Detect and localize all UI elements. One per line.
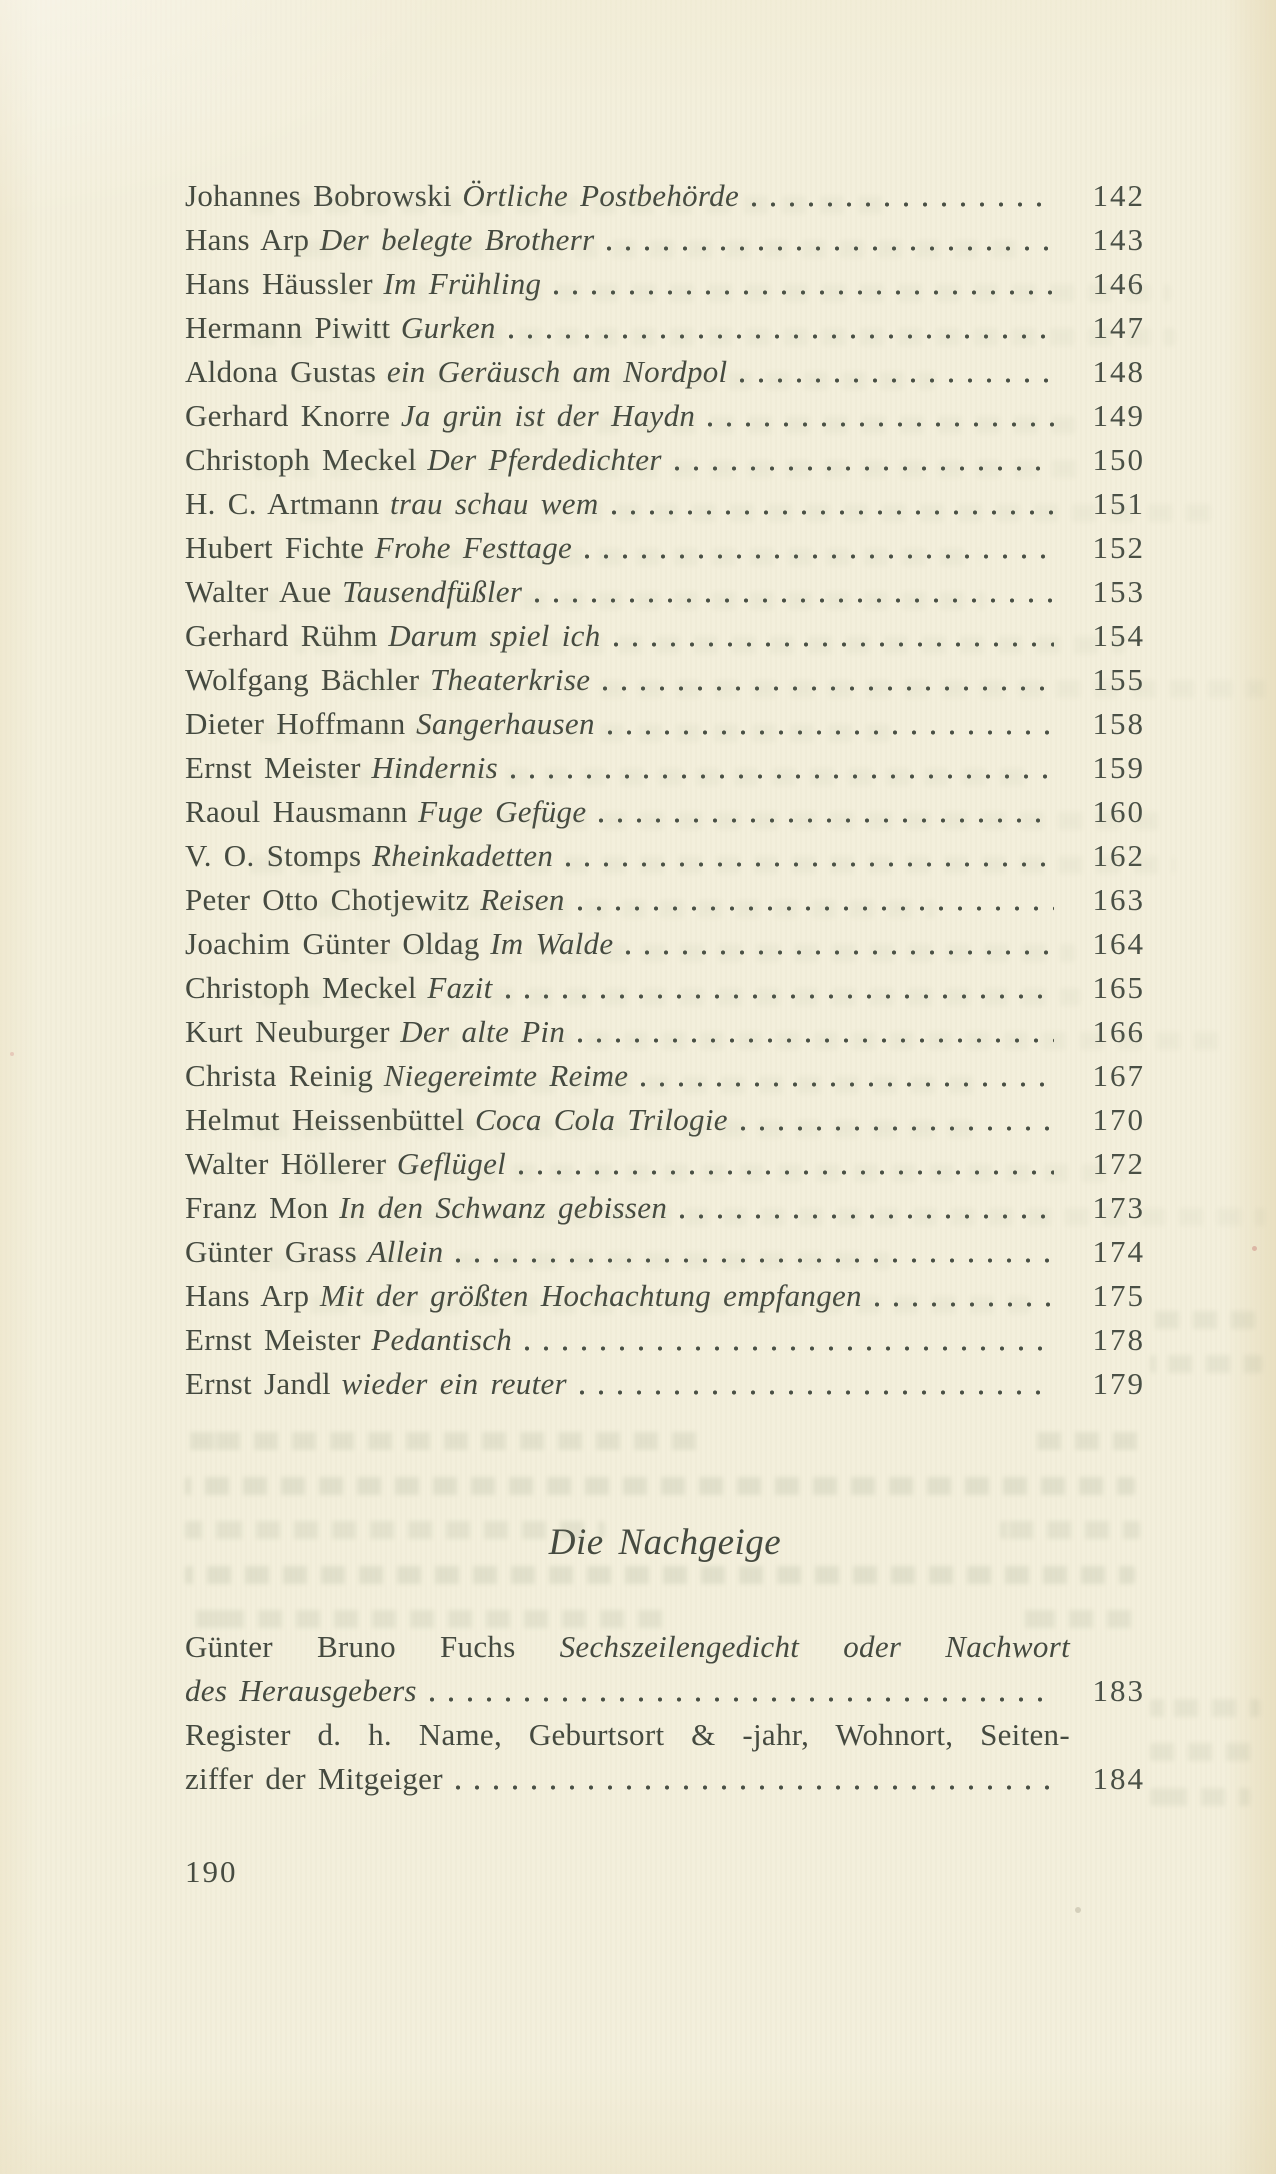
dot-leader [679, 1214, 1054, 1219]
work-title: trau schau wem [389, 486, 599, 521]
page-number: 164 [1092, 926, 1145, 961]
dot-leader [607, 730, 1054, 735]
section-heading: Die Nachgeige [548, 1522, 782, 1563]
page-number: 151 [1092, 486, 1145, 521]
work-title: In den Schwanz gebissen [339, 1190, 668, 1225]
work-title: Niegereimte Reime [383, 1058, 629, 1093]
page-number: 146 [1092, 266, 1145, 301]
work-title: Coca Cola Trilogie [475, 1102, 728, 1137]
show-through-line [185, 1477, 1135, 1495]
page-number: 167 [1092, 1058, 1145, 1093]
toc-row [185, 438, 1145, 482]
toc-row [185, 1230, 1145, 1274]
work-title: Sangerhausen [416, 706, 595, 741]
author-name: Christoph Meckel [185, 442, 417, 477]
dot-leader [611, 510, 1054, 515]
toc-row [185, 306, 1145, 350]
author-name: V. O. Stomps [185, 838, 362, 873]
author-name: Peter Otto Chotjewitz [185, 882, 470, 917]
dot-leader [455, 1258, 1054, 1263]
toc-row [185, 350, 1145, 394]
dot-leader [524, 1346, 1054, 1351]
toc-row [185, 174, 1145, 218]
author-name: Hans Arp [185, 1278, 310, 1313]
page-number: 172 [1092, 1146, 1145, 1181]
work-title: Hindernis [371, 750, 499, 785]
toc-row [185, 1318, 1145, 1362]
toc-row [185, 1274, 1145, 1318]
work-title-continued: des Herausgebers [185, 1673, 417, 1708]
author-name: Ernst Meister [185, 1322, 361, 1357]
page-number: 149 [1092, 398, 1145, 433]
after-section-block [185, 1625, 1145, 1801]
show-through-line [185, 1432, 705, 1450]
author-name: Wolfgang Bächler [185, 662, 420, 697]
toc-row [185, 1098, 1145, 1142]
toc-row [185, 526, 1145, 570]
page-number: 159 [1092, 750, 1145, 785]
work-title: Im Frühling [383, 266, 542, 301]
author-name: Günter Grass [185, 1234, 358, 1269]
folio-page-number: 190 [185, 1854, 238, 1889]
page-number: 143 [1092, 222, 1145, 257]
dot-leader [613, 642, 1055, 647]
author-name: Ernst Meister [185, 750, 361, 785]
author-name: Christoph Meckel [185, 970, 417, 1005]
toc-row [185, 1186, 1145, 1230]
paper-speck [10, 1052, 14, 1056]
page-number: 173 [1092, 1190, 1145, 1225]
page-number: 165 [1092, 970, 1145, 1005]
author-name: Joachim Günter Oldag [185, 926, 480, 961]
dot-leader [606, 246, 1054, 251]
show-through-line [185, 1566, 1135, 1584]
dot-leader [429, 1697, 1054, 1702]
work-title: Sechszeilengedicht oder Nachwort [559, 1629, 1070, 1664]
toc-row [185, 1054, 1145, 1098]
dot-leader [505, 994, 1054, 999]
author-name: Gerhard Knorre [185, 398, 391, 433]
dot-leader [598, 818, 1054, 823]
page-number: 147 [1092, 310, 1145, 345]
toc-row [185, 922, 1145, 966]
toc-row [185, 218, 1145, 262]
dot-leader [518, 1170, 1054, 1175]
page-number: 153 [1092, 574, 1145, 609]
author-name: Günter Bruno Fuchs [185, 1629, 516, 1664]
dot-leader [640, 1082, 1054, 1087]
show-through-line [1150, 1699, 1260, 1717]
work-title: ein Geräusch am Nordpol [386, 354, 728, 389]
dot-leader [510, 774, 1054, 779]
dot-leader [707, 422, 1054, 427]
work-title: Pedantisch [371, 1322, 513, 1357]
work-title: Örtliche Postbehörde [462, 178, 740, 213]
work-title: Der alte Pin [400, 1014, 566, 1049]
dot-leader [553, 290, 1054, 295]
author-name: Raoul Hausmann [185, 794, 408, 829]
author-name: Franz Mon [185, 1190, 329, 1225]
dot-leader [602, 686, 1054, 691]
page-number: 154 [1092, 618, 1145, 653]
show-through-line [1150, 1311, 1255, 1329]
dot-leader [455, 1785, 1054, 1790]
author-name: Aldona Gustas [185, 354, 377, 389]
page-number: 152 [1092, 530, 1145, 565]
author-name: Christa Reinig [185, 1058, 374, 1093]
author-name: Hans Häussler [185, 266, 373, 301]
toc-row [185, 482, 1145, 526]
dot-leader [739, 378, 1054, 383]
work-title: Geflügel [396, 1146, 507, 1181]
author-name: Helmut Heissenbüttel [185, 1102, 465, 1137]
page-number: 160 [1092, 794, 1145, 829]
page-number: 170 [1092, 1102, 1145, 1137]
work-title: wieder ein reuter [341, 1366, 567, 1401]
register-entry-continued: ziffer der Mitgeiger [185, 1761, 443, 1796]
page-number: 155 [1092, 662, 1145, 697]
dot-leader [740, 1126, 1054, 1131]
toc-row [185, 262, 1145, 306]
dot-leader [577, 906, 1054, 911]
page-number: 178 [1092, 1322, 1145, 1357]
show-through-line [1150, 1743, 1260, 1761]
fuchs-entry-line1 [185, 1625, 1070, 1669]
paper-speck [1252, 1246, 1257, 1251]
work-title: Im Walde [490, 926, 614, 961]
page-number: 163 [1092, 882, 1145, 917]
toc-row [185, 394, 1145, 438]
author-name: Dieter Hoffmann [185, 706, 406, 741]
toc-row [185, 746, 1145, 790]
author-name: Hubert Fichte [185, 530, 365, 565]
toc-row [185, 1010, 1145, 1054]
toc-list [185, 174, 1145, 1406]
work-title: Reisen [480, 882, 565, 917]
dot-leader [874, 1302, 1054, 1307]
dot-leader [508, 334, 1054, 339]
toc-row [185, 834, 1145, 878]
author-name: Ernst Jandl [185, 1366, 331, 1401]
dot-leader [674, 466, 1054, 471]
author-name: Hermann Piwitt [185, 310, 391, 345]
work-title: Der belegte Brotherr [319, 222, 595, 257]
dot-leader [565, 862, 1054, 867]
page-number: 148 [1092, 354, 1145, 389]
toc-row [185, 614, 1145, 658]
dot-leader [534, 598, 1054, 603]
work-title: Darum spiel ich [388, 618, 601, 653]
dot-leader [579, 1390, 1054, 1395]
page-number: 162 [1092, 838, 1145, 873]
page-number: 158 [1092, 706, 1145, 741]
toc-row [185, 1362, 1145, 1406]
page-number: 179 [1092, 1366, 1145, 1401]
work-title: Gurken [400, 310, 496, 345]
fuchs-entry-line2 [185, 1669, 1145, 1713]
dot-leader [751, 202, 1054, 207]
register-entry-line1: Register d. h. Name, Geburtsort & -jahr, Wohnort, Seiten- [185, 1717, 1070, 1752]
work-title: Frohe Festtage [374, 530, 573, 565]
toc-row [185, 658, 1145, 702]
work-title: Allein [367, 1234, 444, 1269]
page-number: 175 [1092, 1278, 1145, 1313]
toc-row [185, 1142, 1145, 1186]
dot-leader [584, 554, 1054, 559]
toc-row [185, 790, 1145, 834]
show-through-line [1150, 1355, 1262, 1373]
work-title: Theaterkrise [429, 662, 591, 697]
author-name: Walter Aue [185, 574, 332, 609]
work-title: Rheinkadetten [371, 838, 554, 873]
page-number: 184 [1092, 1761, 1145, 1796]
page-number: 150 [1092, 442, 1145, 477]
page-number: 174 [1092, 1234, 1145, 1269]
author-name: H. C. Artmann [185, 486, 380, 521]
work-title: Fuge Gefüge [418, 794, 587, 829]
author-name: Gerhard Rühm [185, 618, 378, 653]
register-entry-line2 [185, 1757, 1145, 1801]
work-title: Der Pferdedichter [427, 442, 662, 477]
paper-speck [1075, 1907, 1081, 1913]
dot-leader [625, 950, 1054, 955]
work-title: Mit der größten Hochachtung empfangen [319, 1278, 862, 1313]
toc-row [185, 702, 1145, 746]
work-title: Ja grün ist der Haydn [400, 398, 696, 433]
page-number: 142 [1092, 178, 1145, 213]
toc-row [185, 966, 1145, 1010]
show-through-line [1030, 1432, 1142, 1450]
author-name: Johannes Bobrowski [185, 178, 452, 213]
work-title: Tausendfüßler [342, 574, 523, 609]
toc-row [185, 878, 1145, 922]
page-number: 183 [1092, 1673, 1145, 1708]
work-title: Fazit [427, 970, 493, 1005]
page-number: 166 [1092, 1014, 1145, 1049]
dot-leader [577, 1038, 1054, 1043]
author-name: Hans Arp [185, 222, 310, 257]
author-name: Walter Höllerer [185, 1146, 387, 1181]
show-through-line [1150, 1788, 1250, 1806]
toc-row [185, 570, 1145, 614]
author-name: Kurt Neuburger [185, 1014, 390, 1049]
